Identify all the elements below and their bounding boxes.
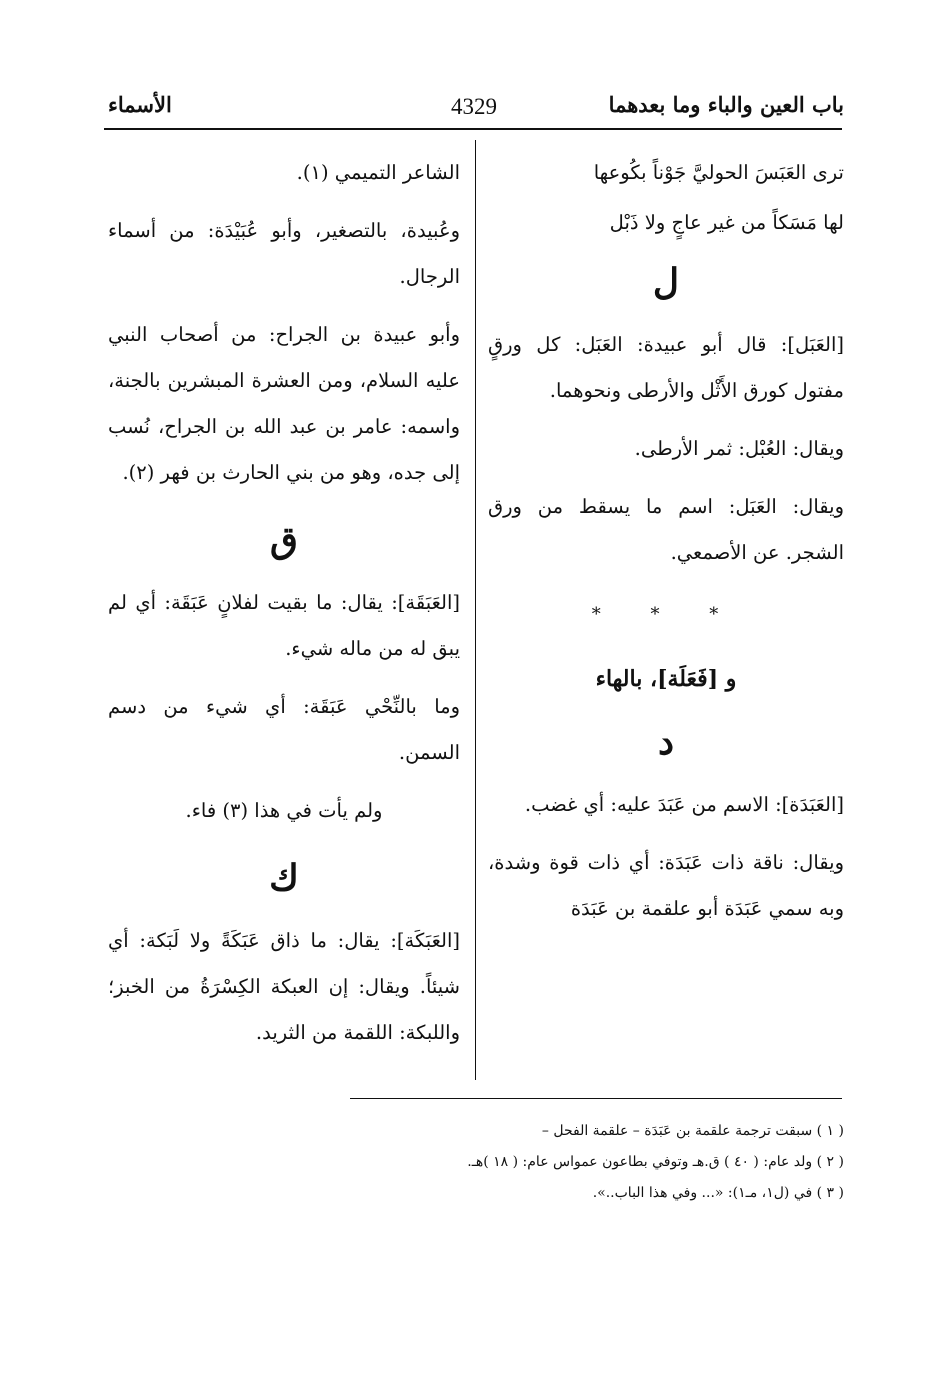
verse-line: ترى العَبَسَ الحوليَّ جَوْناً بكُوعها bbox=[593, 161, 844, 184]
entry-abal-leaves: ويقال: العَبَل: اسم ما يسقط من ورق الشجر. عن الأصمعي. bbox=[488, 495, 844, 564]
footnote: ( ٢ ) ولد عام: ( ٤٠ ) ق.هـ وتوفي بطاعون عمواس عام: ( ١٨ )هـ. bbox=[467, 1154, 844, 1170]
letter-heading-qaf: ق bbox=[270, 519, 298, 561]
left-column bbox=[108, 150, 460, 1068]
entry-no-fa: ولم يأت في هذا (٣) فاء. bbox=[185, 799, 383, 822]
footnote: ( ١ ) سبقت ترجمة علقمة بن عَبَدَة – علقمة الفحل – bbox=[541, 1123, 844, 1139]
entry-abaqa-ghee: وما بالنِّحْي عَبَقَة: أي شيء من دسم السمن. bbox=[108, 695, 460, 764]
column-divider bbox=[475, 140, 476, 1080]
page-number: 4329 bbox=[451, 94, 497, 119]
entry-ubayda: وعُبيدة، بالتصغير، وأبو عُبَيْدَة: من أسماء الرجال. bbox=[108, 219, 460, 288]
entry-abada-she-camel: ويقال: ناقة ذات عَبَدَة: أي ذات قوة وشدة، وبه سمي عَبَدَة أبو علقمة بن عَبَدَة bbox=[488, 851, 844, 920]
header-rule bbox=[104, 128, 842, 130]
entry-abal: [العَبَل]: قال أبو عبيدة: العَبَل: كل ورقٍ مفتول كورق الأَثْل والأرطى ونحوهما. bbox=[488, 333, 844, 402]
footnote: ( ٣ ) في (ل١، مـ١): «... وفي هذا الباب..». bbox=[592, 1185, 844, 1201]
section-separator: * * * bbox=[591, 604, 741, 625]
footnotes bbox=[106, 1116, 844, 1209]
running-head-section: الأسماء bbox=[108, 92, 172, 117]
letter-heading-kaf: ك bbox=[269, 857, 299, 899]
letter-heading-lam: ل bbox=[652, 261, 680, 303]
entry-abada: [العَبَدَة]: الاسم من عَبَدَ عليه: أي غضب. bbox=[524, 793, 844, 816]
verse-line: لها مَسَكاً من غير عاجٍ ولا ذَبْل bbox=[609, 211, 844, 234]
entry-abaqa: [العَبَقَة]: يقال: ما بقيت لفلانٍ عَبَقَة: أي لم يبق له من ماله شيء. bbox=[108, 591, 460, 660]
section-title: و [فَعَلَة]، بالهاء bbox=[595, 666, 737, 692]
poet-line: الشاعر التميمي (١). bbox=[296, 161, 460, 184]
entry-abu-ubayda: وأبو عبيدة بن الجراح: من أصحاب النبي عليه السلام، ومن العشرة المبشرين بالجنة، واسمه: عامر بن عبد الله بن الجراح، نُسب إلى جده، وهو من بني الحارث بن فهر (٢). bbox=[108, 323, 460, 484]
entry-abaka: [العَبَكَة]: يقال: ما ذاق عَبَكَةً ولا لَبَكة: أي شيئاً. ويقال: إن العبكة الكِسْرَةُ من الخبز؛ واللبكة: اللقمة من الثريد. bbox=[108, 929, 460, 1044]
letter-heading-dal: د bbox=[657, 721, 675, 763]
footnote-rule bbox=[350, 1098, 842, 1099]
entry-abal-fruit: ويقال: العُبْل: ثمر الأرطى. bbox=[634, 437, 844, 460]
right-column bbox=[488, 150, 844, 944]
running-head-chapter: باب العين والباء وما بعدهما bbox=[608, 92, 844, 117]
